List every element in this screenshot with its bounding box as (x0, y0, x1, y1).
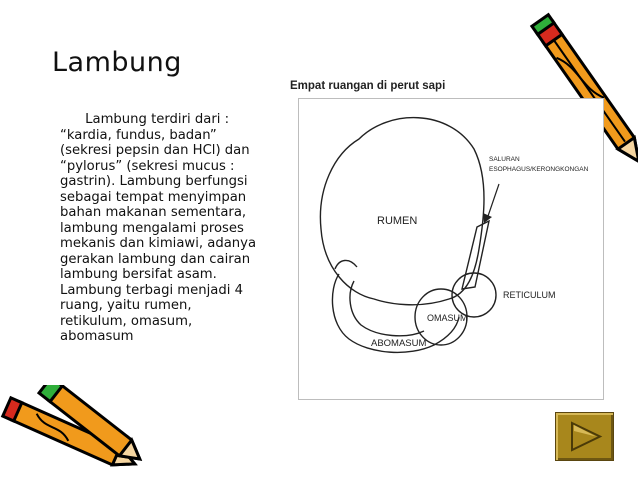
body-line: sebagai tempat menyimpan (60, 189, 247, 205)
play-triangle-icon (556, 413, 613, 460)
body-line: ruang, yaitu rumen, (60, 298, 192, 313)
esophagus-tube (462, 221, 489, 289)
body-line: gerakan lambung dan cairan (60, 251, 251, 267)
pencil-icon (0, 385, 155, 479)
label-abomasum: ABOMASUM (371, 338, 427, 349)
body-line: retikulum, omasum, (60, 313, 193, 329)
body-line: lambung mengalami proses (60, 220, 244, 236)
rumen-outline (320, 118, 484, 305)
body-line: bahan makanan sementara, (60, 205, 247, 220)
stomach-drawing (299, 99, 603, 399)
body-line: abomasum (60, 329, 134, 344)
label-esophagus: ESOPHAGUS/KERONGKONGAN (489, 166, 589, 173)
body-line: “pylorus” (sekresi mucus : (60, 158, 235, 174)
body-line: (sekresi pepsin dan HCl) dan (60, 143, 250, 158)
body-line: “kardia, fundus, badan” (60, 127, 217, 143)
label-rumen: RUMEN (377, 215, 418, 227)
label-saluran: SALURAN (489, 156, 520, 163)
body-line: Lambung terdiri dari : (60, 112, 230, 127)
next-slide-button[interactable] (555, 412, 614, 461)
esophagus-arrow (487, 184, 499, 219)
body-text (60, 112, 296, 345)
slide-title: Lambung (52, 47, 182, 78)
body-line: gastrin). Lambung berfungsi (60, 174, 248, 189)
body-line: lambung bersifat asam. (60, 267, 217, 282)
label-omasum: OMASUM (427, 313, 468, 323)
label-reticulum: RETICULUM (503, 290, 556, 300)
body-line: mekanis dan kimiawi, adanya (60, 236, 257, 251)
body-line: Lambung terbagi menjadi 4 (60, 282, 243, 298)
figure-title: Empat ruangan di perut sapi (290, 80, 446, 92)
stomach-diagram (298, 98, 604, 400)
